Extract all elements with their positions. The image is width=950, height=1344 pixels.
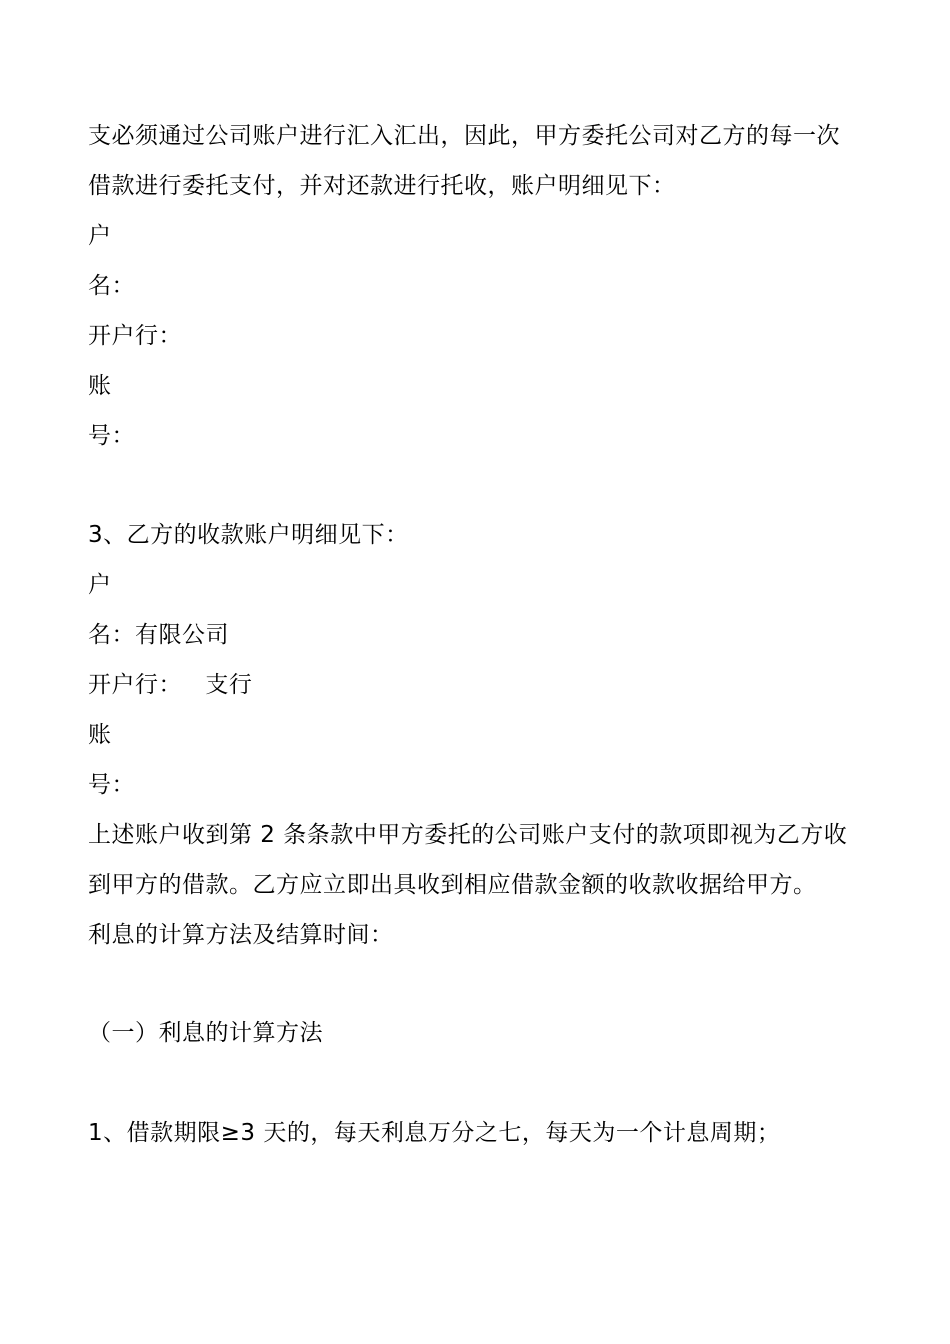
account-name-label-part1: 户 [88, 223, 112, 249]
paragraph-line-2: 借款进行委托支付，并对还款进行托收，账户明细见下： [88, 173, 676, 199]
subsection-heading: （一）利息的计算方法 [88, 1020, 323, 1046]
paragraph-line: 到甲方的借款。乙方应立即出具收到相应借款金额的收款收据给甲方。 [88, 872, 817, 898]
account-number-label-part1: 账 [88, 373, 112, 399]
account-name-label-part1: 户 [88, 572, 112, 598]
clause-3-heading: 3、乙方的收款账户明细见下： [88, 522, 409, 548]
bank-value: 开户行： 支行 [88, 672, 253, 698]
account-number-label-part2: 号： [88, 772, 135, 798]
bank-label: 开户行： [88, 323, 182, 349]
account-name-value: 名：有限公司 [88, 622, 229, 648]
paragraph-line: 上述账户收到第 2 条条款中甲方委托的公司账户支付的款项即视为乙方收 [88, 822, 848, 848]
account-number-label-part1: 账 [88, 722, 112, 748]
account-name-label-part2: 名： [88, 273, 135, 299]
paragraph-line-1: 支必须通过公司账户进行汇入汇出，因此，甲方委托公司对乙方的每一次 [88, 123, 840, 149]
list-item: 1、借款期限≥3 天的，每天利息万分之七，每天为一个计息周期； [88, 1120, 781, 1146]
section-heading: 利息的计算方法及结算时间： [88, 922, 394, 948]
account-number-label-part2: 号： [88, 423, 135, 449]
